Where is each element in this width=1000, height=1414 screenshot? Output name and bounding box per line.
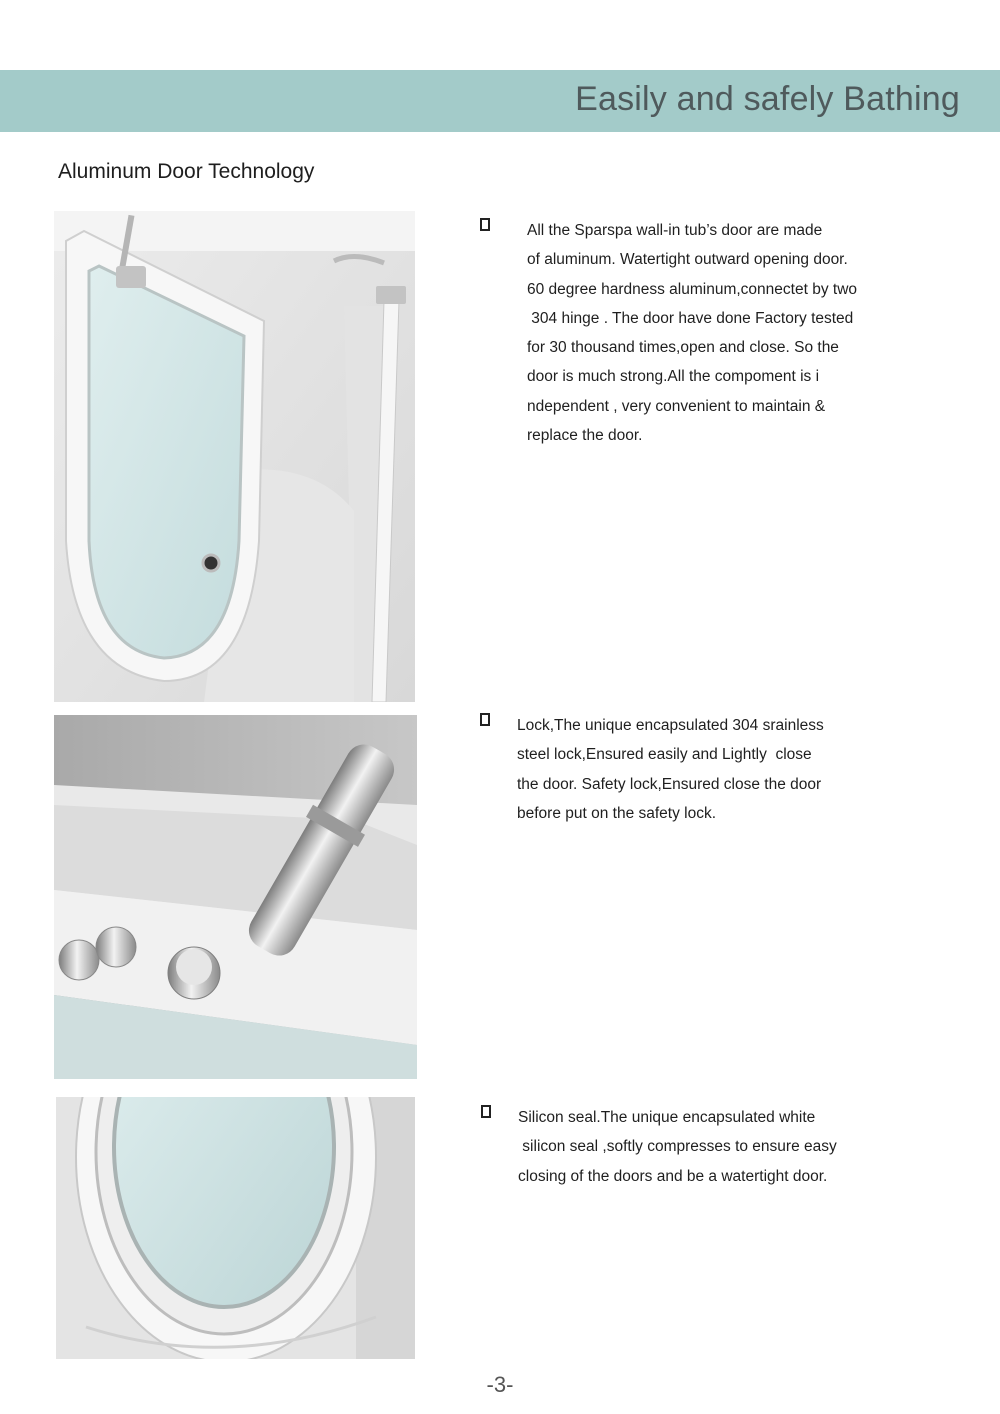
text-line: steel lock,Ensured easily and Lightly close [517,746,812,764]
text-line: door is much strong.All the compoment is i [527,368,820,386]
text-line: All the Sparspa wall-in tub’s door are made [527,222,823,239]
header-banner [0,70,1000,132]
bullet-square-icon [481,1105,491,1118]
text-line: 304 hinge . The door have done Factory tested [527,309,854,327]
text-line: before put on the safety lock. [517,804,717,822]
page-title: Easily and safely Bathing [575,80,960,118]
text-line: silicon seal ,softly compresses to ensure easy [518,1138,837,1156]
page-number: -3- [486,1372,514,1397]
text-line: ndependent , very convenient to maintain & [527,397,826,415]
text-line: Lock,The unique encapsulated 304 srainless [517,717,824,734]
bullet-square-icon [480,713,490,726]
seal-photo [56,1097,415,1359]
text-line: Silicon seal.The unique encapsulated white [518,1109,816,1126]
text-line: closing of the doors and be a watertight door. [518,1167,828,1185]
feature-text [518,1103,837,1191]
feature-text [517,711,824,828]
text-line: for 30 thousand times,open and close. So the [527,339,839,357]
text-line: 60 degree hardness aluminum,connectet by two [527,280,858,298]
lock-photo [54,715,417,1079]
text-line: the door. Safety lock,Ensured close the door [517,775,822,793]
bullet-square-icon [480,218,490,231]
text-line: replace the door. [527,427,643,445]
text-line: of aluminum. Watertight outward opening door. [527,251,848,269]
section-heading: Aluminum Door Technology [58,160,315,183]
feature-text [527,216,857,450]
door-photo [54,211,415,702]
